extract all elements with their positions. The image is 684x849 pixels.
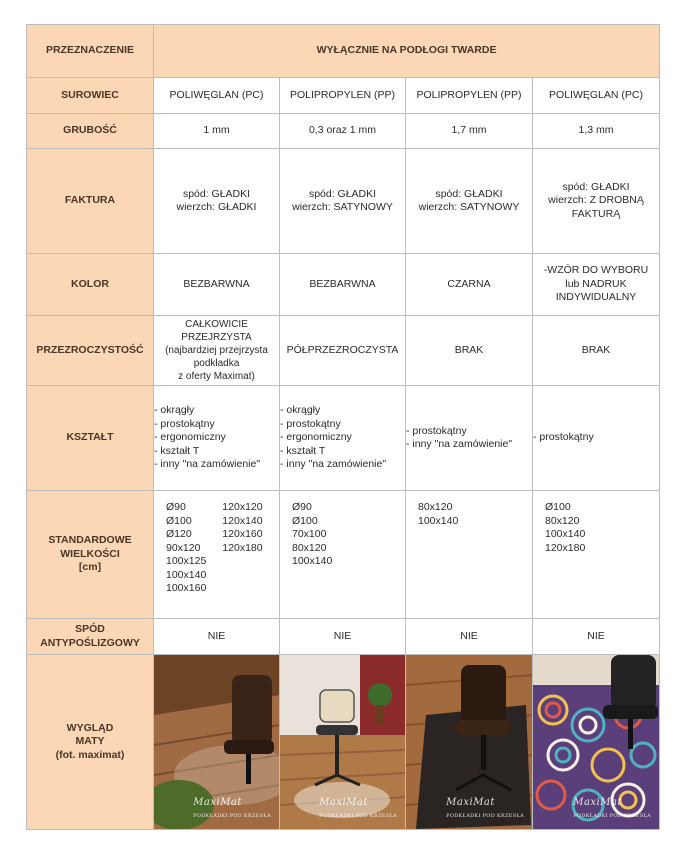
row-grubosc	[27, 114, 660, 149]
faktura-cell	[280, 149, 406, 254]
kolor-line: CZARNA	[447, 277, 491, 290]
label-line: (fot. maximat)	[55, 748, 125, 761]
przezroczystosc-cell	[154, 316, 280, 386]
size-item: 80x120	[418, 501, 453, 513]
size-item: Ø100	[166, 514, 192, 527]
sizes-column	[292, 501, 332, 569]
faktura-line: wierzch: Z DROBNĄ	[548, 194, 644, 207]
size-item: Ø90	[166, 501, 186, 513]
faktura-cell	[154, 149, 280, 254]
przezroczystosc-cell	[280, 316, 406, 386]
size-item: 120x180	[545, 541, 586, 554]
wielkosci-cell	[154, 491, 280, 619]
ksztalt-cell	[154, 386, 280, 491]
wielkosci-cell	[533, 491, 660, 619]
size-item: 80x120	[545, 514, 580, 527]
ksztalt-item: - prostokątny	[280, 417, 341, 430]
size-item: 80x120	[292, 541, 327, 554]
spod-cell: NIE	[154, 619, 280, 655]
ksztalt-item: - ergonomiczny	[154, 431, 226, 444]
label-grubosc: GRUBOŚĆ	[27, 114, 154, 149]
size-item: Ø100	[292, 514, 318, 527]
przezroczystosc-line: podkładka	[193, 358, 240, 369]
kolor-line: -WZÓR DO WYBORU	[543, 264, 649, 277]
label-surowiec: SUROWIEC	[27, 78, 154, 114]
kolor-line: BEZBARWNA	[309, 277, 376, 290]
label-spod	[27, 619, 154, 655]
maximat-logo: MaxiMat PODKŁADKI POD KRZESŁA	[446, 797, 524, 819]
kolor-line: INDYWIDUALNY	[555, 291, 637, 304]
size-item: 120x120	[222, 501, 263, 513]
size-item: 100x140	[166, 568, 207, 581]
sizes-column	[222, 501, 262, 596]
label-ksztalt: KSZTAŁT	[27, 386, 154, 491]
przezroczystosc-line: BRAK	[454, 343, 484, 356]
label-line: STANDARDOWE	[48, 534, 132, 547]
product-comparison-table	[26, 24, 660, 830]
ksztalt-item: - inny "na zamówienie"	[280, 458, 387, 471]
label-faktura: FAKTURA	[27, 149, 154, 254]
size-item: 120x140	[222, 514, 263, 527]
row-kolor	[27, 254, 660, 316]
spod-cell: NIE	[280, 619, 406, 655]
grubosc-cell: 1,7 mm	[406, 114, 533, 149]
faktura-cell	[533, 149, 660, 254]
ksztalt-item: - okrągły	[280, 404, 321, 417]
ksztalt-item: - prostokątny	[533, 431, 594, 444]
ksztalt-cell	[280, 386, 406, 491]
mat-photo-clear	[154, 655, 280, 830]
label-line: [cm]	[78, 561, 102, 574]
label-przezroczystosc: PRZEZROCZYSTOŚĆ	[27, 316, 154, 386]
mat-photo-semi	[280, 655, 406, 830]
row-wyglad	[27, 655, 660, 830]
przezroczystosc-line: BRAK	[581, 343, 611, 356]
sizes-column	[418, 501, 458, 528]
row-wielkosci	[27, 491, 660, 619]
sizes-column	[166, 501, 206, 596]
size-item: 90x120	[166, 541, 201, 554]
label-line: WIELKOŚCI	[60, 547, 120, 560]
row-spod	[27, 619, 660, 655]
size-item: 120x180	[222, 541, 263, 554]
row-przeznaczenie	[27, 25, 660, 78]
label-kolor: KOLOR	[27, 254, 154, 316]
faktura-line: wierzch: SATYNOWY	[418, 201, 520, 213]
size-item: Ø90	[292, 501, 312, 513]
przezroczystosc-line: z oferty Maximat)	[178, 371, 255, 382]
ksztalt-item: - inny "na zamówienie"	[154, 458, 261, 471]
size-item: 100x125	[166, 555, 207, 567]
faktura-line: spód: GŁADKI	[182, 187, 251, 200]
row-surowiec	[27, 78, 660, 114]
przezroczystosc-cell	[533, 316, 660, 386]
size-item: 100x140	[418, 514, 459, 527]
kolor-cell	[533, 254, 660, 316]
surowiec-cell: POLIPROPYLEN (PP)	[406, 78, 533, 114]
przezroczystosc-line: PÓŁPRZEZROCZYSTA	[286, 343, 399, 356]
spod-cell: NIE	[533, 619, 660, 655]
ksztalt-item: - ergonomiczny	[280, 431, 352, 444]
wielkosci-cell	[280, 491, 406, 619]
label-line: WYGLĄD	[66, 721, 114, 734]
size-item: 100x140	[545, 528, 586, 540]
label-przeznaczenie: PRZEZNACZENIE	[27, 25, 154, 78]
przezroczystosc-line: (najbardziej przejrzysta	[165, 345, 268, 356]
faktura-line: spód: GŁADKI	[435, 187, 503, 200]
spod-cell: NIE	[406, 619, 533, 655]
faktura-line: spód: GŁADKI	[562, 180, 630, 193]
ksztalt-cell	[406, 386, 533, 491]
faktura-line: FAKTURĄ	[571, 207, 621, 220]
grubosc-cell: 0,3 oraz 1 mm	[280, 114, 406, 149]
ksztalt-item: - prostokątny	[154, 417, 215, 430]
surowiec-cell: POLIWĘGLAN (PC)	[154, 78, 280, 114]
ksztalt-item: - prostokątny	[406, 424, 467, 437]
ksztalt-cell	[533, 386, 660, 491]
kolor-cell	[280, 254, 406, 316]
label-wielkosci	[27, 491, 154, 619]
maximat-logo: MaxiMat PODKŁADKI POD KRZESŁA	[319, 797, 397, 819]
kolor-line: BEZBARWNA	[183, 277, 250, 290]
faktura-line: spód: GŁADKI	[308, 187, 377, 200]
mat-photo-pattern	[533, 655, 660, 830]
label-line: MATY	[75, 735, 105, 748]
grubosc-cell: 1,3 mm	[533, 114, 660, 149]
label-line: SPÓD	[75, 623, 105, 635]
wielkosci-cell	[406, 491, 533, 619]
kolor-line: lub NADRUK	[565, 277, 627, 290]
maximat-logo: MaxiMat PODKŁADKI POD KRZESŁA	[573, 797, 652, 819]
surowiec-cell: POLIWĘGLAN (PC)	[533, 78, 660, 114]
label-wyglad	[27, 655, 154, 830]
faktura-line: wierzch: SATYNOWY	[292, 201, 393, 213]
maximat-logo: MaxiMat PODKŁADKI POD KRZESŁA	[193, 797, 271, 819]
ksztalt-item: - kształt T	[280, 444, 326, 457]
przezroczystosc-line: CAŁKOWICIE PRZEJRZYSTA	[181, 319, 252, 343]
kolor-cell	[406, 254, 533, 316]
size-item: 70x100	[292, 528, 327, 540]
ksztalt-item: - kształt T	[154, 444, 200, 457]
faktura-line: wierzch: GŁADKI	[176, 201, 257, 213]
size-item: 100x140	[292, 555, 333, 567]
row-ksztalt	[27, 386, 660, 491]
ksztalt-item: - inny "na zamówienie"	[406, 438, 513, 450]
size-item: 120x160	[222, 528, 263, 540]
mat-photo-black	[406, 655, 533, 830]
row-przezroczystosc	[27, 316, 660, 386]
size-item: Ø100	[545, 501, 571, 513]
value-przeznaczenie: WYŁĄCZNIE NA PODŁOGI TWARDE	[154, 25, 660, 78]
label-line: ANTYPOŚLIZGOWY	[40, 636, 140, 649]
faktura-cell	[406, 149, 533, 254]
surowiec-cell: POLIPROPYLEN (PP)	[280, 78, 406, 114]
ksztalt-item: - okrągły	[154, 404, 195, 417]
size-item: 100x160	[166, 582, 207, 594]
grubosc-cell: 1 mm	[154, 114, 280, 149]
kolor-cell	[154, 254, 280, 316]
size-item: Ø120	[166, 528, 192, 540]
sizes-column	[545, 501, 585, 555]
row-faktura	[27, 149, 660, 254]
przezroczystosc-cell	[406, 316, 533, 386]
